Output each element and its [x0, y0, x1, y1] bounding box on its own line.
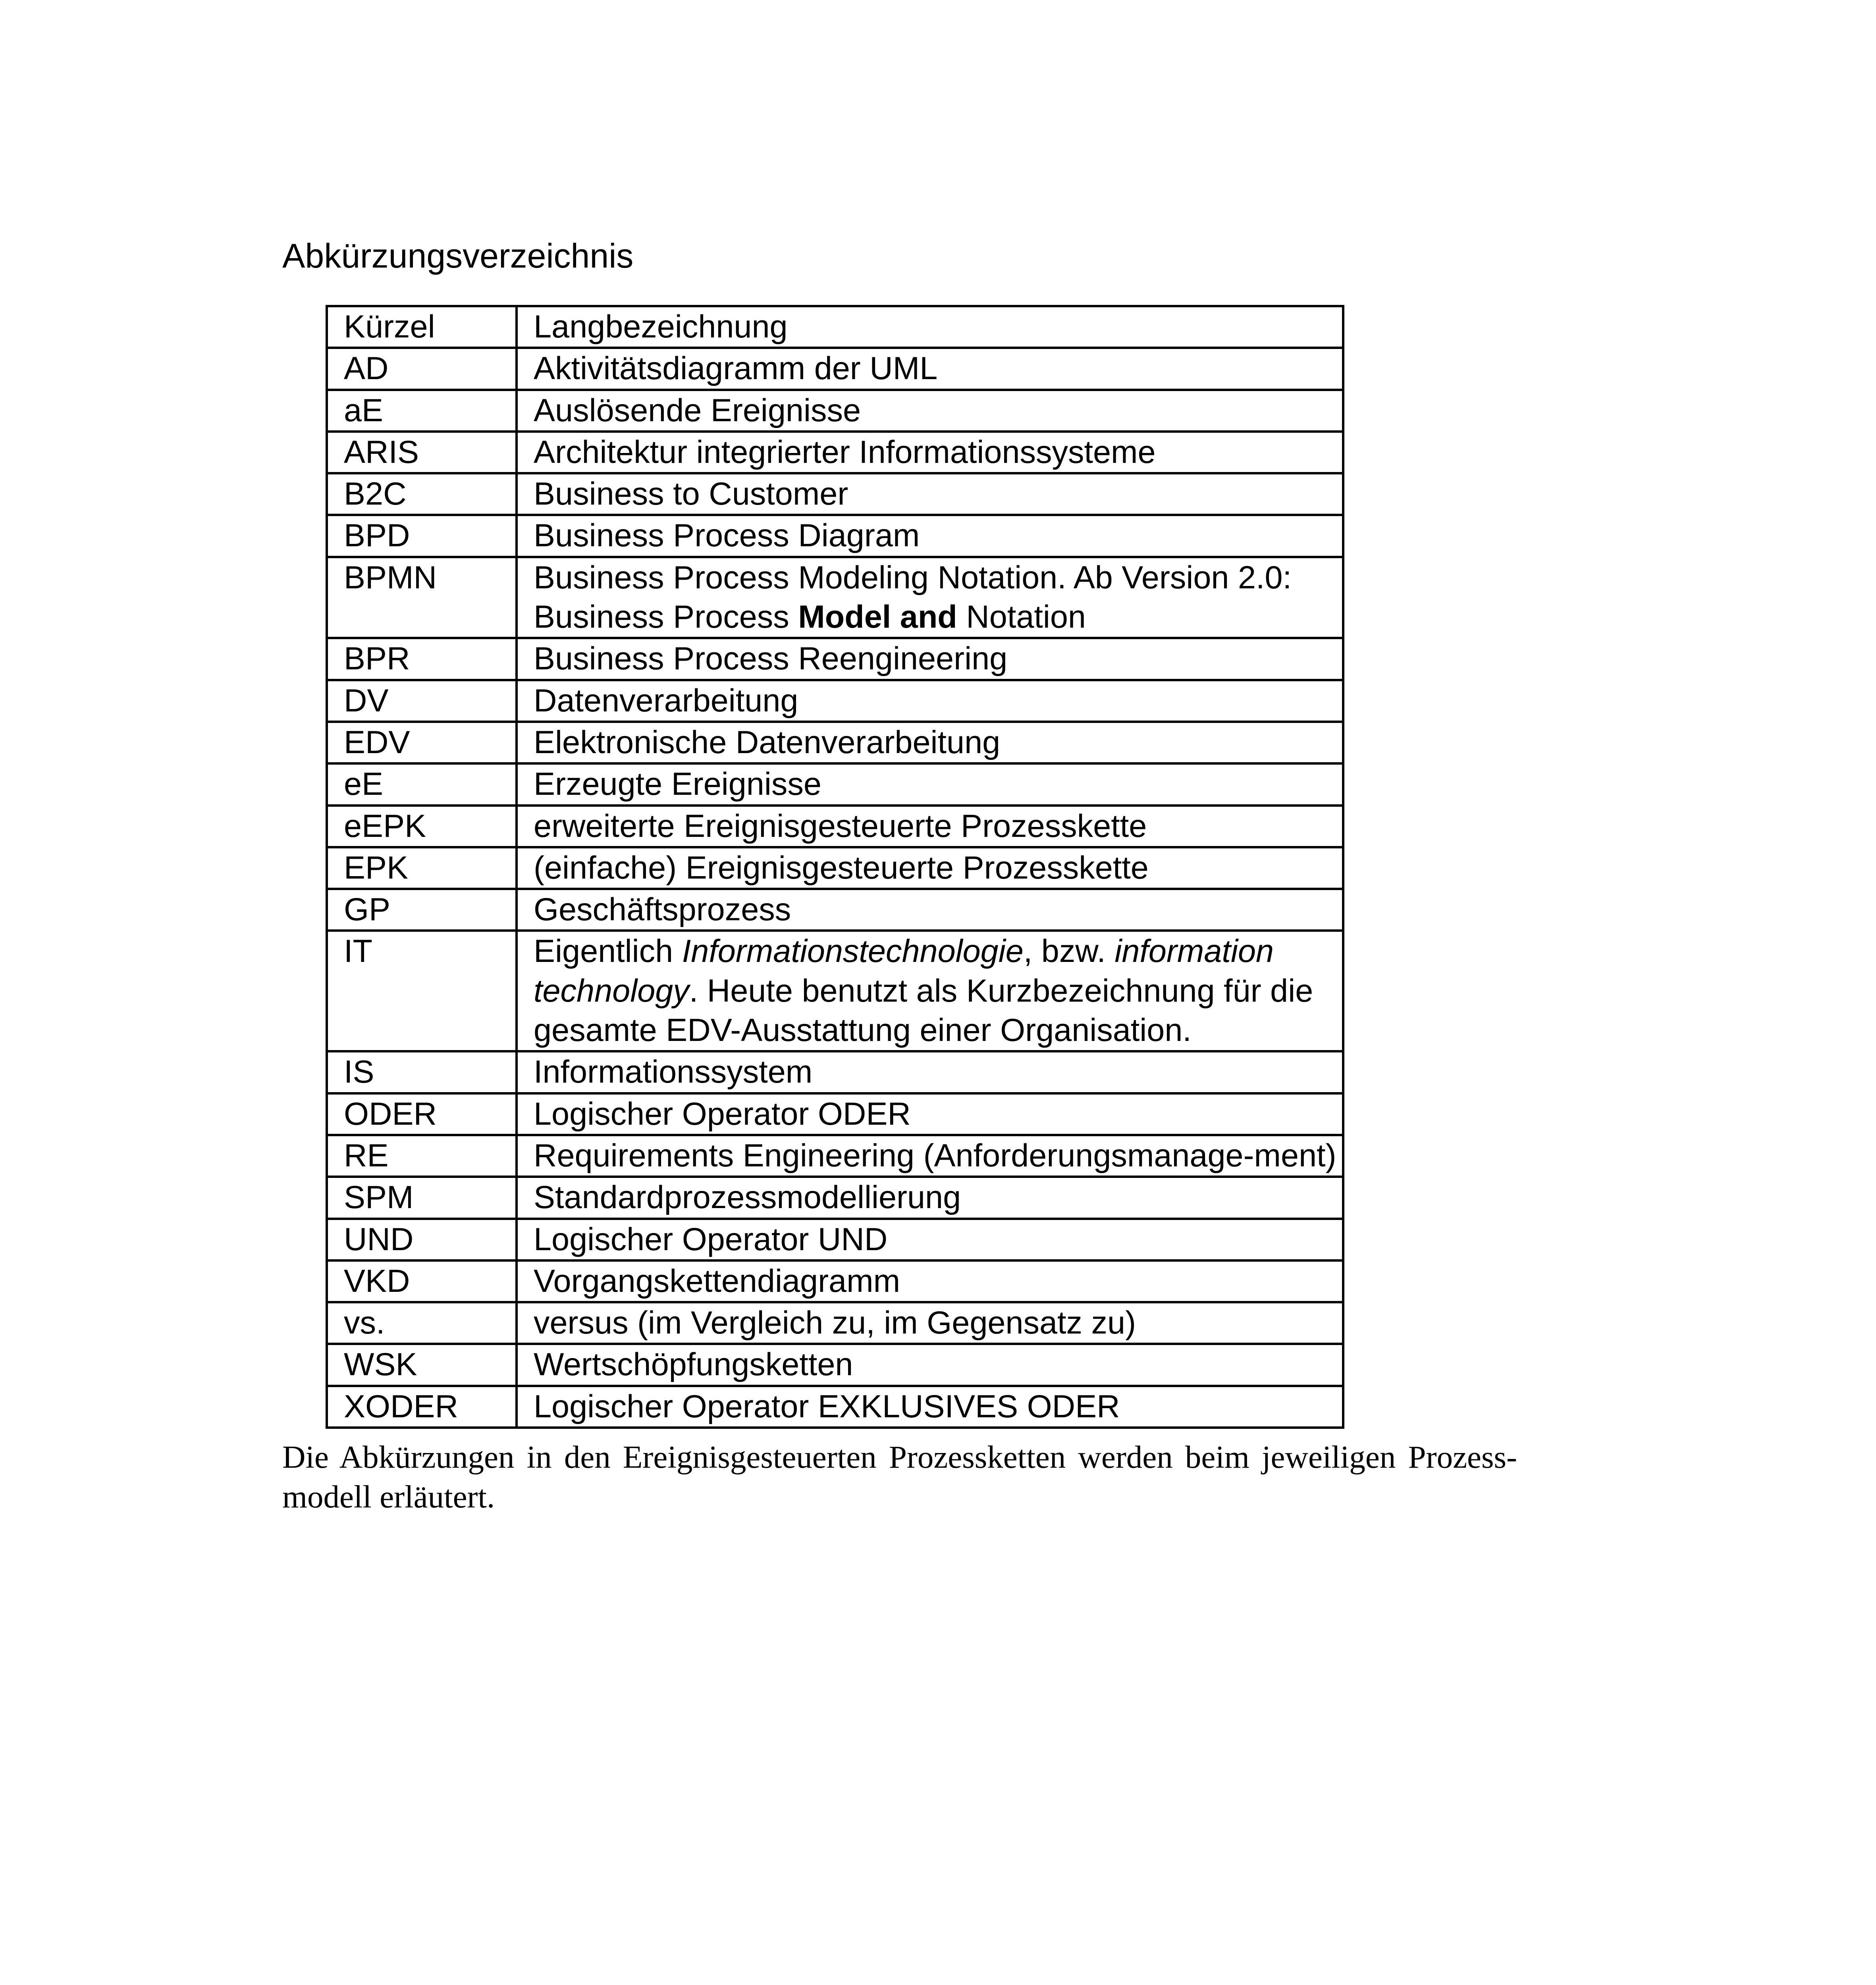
abbreviation-cell: XODER: [327, 1386, 517, 1428]
table-row: [327, 1302, 1343, 1344]
abbreviation-cell: aE: [327, 390, 517, 432]
abbreviation-table: [326, 305, 1344, 1429]
long-name-part: information technology: [534, 933, 1274, 1009]
long-name-cell: Logischer Operator UND: [517, 1219, 1343, 1260]
table-row: [327, 680, 1343, 722]
abbreviation-cell: eEPK: [327, 806, 517, 847]
long-name-cell: Datenverarbeitung: [517, 680, 1343, 722]
long-name-cell: Wertschöpfungsketten: [517, 1344, 1343, 1386]
long-name-cell: Geschäftsprozess: [517, 889, 1343, 931]
long-name-part: Model and: [798, 599, 957, 635]
abbreviation-cell: EPK: [327, 847, 517, 889]
abbreviation-cell: UND: [327, 1219, 517, 1260]
long-name-part: . Heute benutzt als Kurzbezeichnung für die gesamte EDV-Ausstattung einer Organisation.: [534, 973, 1313, 1048]
table-row: [327, 515, 1343, 557]
abbreviation-cell: RE: [327, 1135, 517, 1177]
abbreviation-cell: vs.: [327, 1302, 517, 1344]
long-name-cell: Business Process Diagram: [517, 515, 1343, 557]
long-name-cell: Informationssystem: [517, 1051, 1343, 1093]
long-name-cell: Elektronische Datenverarbeitung: [517, 722, 1343, 763]
abbreviation-cell: AD: [327, 348, 517, 389]
long-name-cell: erweiterte Ereignisgesteuerte Prozesskette: [517, 806, 1343, 847]
abbreviation-cell: BPR: [327, 638, 517, 680]
abbreviation-cell: SPM: [327, 1177, 517, 1218]
abbreviation-cell: VKD: [327, 1260, 517, 1302]
table-row: [327, 557, 1343, 638]
abbreviation-cell: eE: [327, 763, 517, 805]
abbreviation-cell: BPD: [327, 515, 517, 557]
long-name-part: Notation: [957, 599, 1086, 635]
long-name-cell: Auslösende Ereignisse: [517, 390, 1343, 432]
abbreviation-cell: WSK: [327, 1344, 517, 1386]
abbreviation-cell: IS: [327, 1051, 517, 1093]
table-row: [327, 1386, 1343, 1428]
table-row: [327, 1093, 1343, 1135]
table-row: [327, 1219, 1343, 1260]
page-title: Abkürzungsverzeichnis: [282, 237, 634, 275]
table-row: [327, 847, 1343, 889]
header-abbreviation: Kürzel: [327, 306, 517, 348]
abbreviation-cell: EDV: [327, 722, 517, 763]
long-name-cell: [517, 931, 1343, 1051]
table-row: [327, 390, 1343, 432]
header-long-name: Langbezeichnung: [517, 306, 1343, 348]
table-row: [327, 889, 1343, 931]
abbreviation-cell: ARIS: [327, 432, 517, 473]
table-row: [327, 1051, 1343, 1093]
long-name-cell: Requirements Engineering (Anforderungsmanage-ment): [517, 1135, 1343, 1177]
abbreviation-cell: GP: [327, 889, 517, 931]
long-name-cell: Logischer Operator ODER: [517, 1093, 1343, 1135]
table-row: [327, 348, 1343, 389]
long-name-part: Business Process Modeling Notation. Ab Version 2.0: Business Process: [534, 559, 1292, 635]
table-body: [327, 348, 1343, 1428]
table-row: [327, 1177, 1343, 1218]
long-name-part: , bzw.: [1023, 933, 1115, 969]
abbreviation-cell: IT: [327, 931, 517, 1051]
table-header-row: [327, 306, 1343, 348]
abbreviation-cell: BPMN: [327, 557, 517, 638]
table-row: [327, 1260, 1343, 1302]
table-row: [327, 763, 1343, 805]
long-name-cell: Erzeugte Ereignisse: [517, 763, 1343, 805]
long-name-cell: versus (im Vergleich zu, im Gegensatz zu): [517, 1302, 1343, 1344]
long-name-cell: Business to Customer: [517, 473, 1343, 515]
table-row: [327, 806, 1343, 847]
table-row: [327, 722, 1343, 763]
abbreviation-cell: ODER: [327, 1093, 517, 1135]
long-name-part: Informationstechnologie: [682, 933, 1024, 969]
table-row: [327, 1135, 1343, 1177]
long-name-cell: Vorgangskettendiagramm: [517, 1260, 1343, 1302]
table-row: [327, 473, 1343, 515]
table-row: [327, 432, 1343, 473]
table-row: [327, 1344, 1343, 1386]
abbreviation-cell: B2C: [327, 473, 517, 515]
long-name-cell: Aktivitätsdiagramm der UML: [517, 348, 1343, 389]
long-name-cell: Business Process Reengineering: [517, 638, 1343, 680]
table-row: [327, 931, 1343, 1051]
table-row: [327, 638, 1343, 680]
abbreviation-cell: DV: [327, 680, 517, 722]
long-name-cell: (einfache) Ereignisgesteuerte Prozesskette: [517, 847, 1343, 889]
footnote-text: Die Abkürzungen in den Ereignisgesteuerten Prozessketten werden beim jeweiligen Prozess-modell erläutert.: [282, 1439, 1517, 1515]
long-name-cell: Standardprozessmodellierung: [517, 1177, 1343, 1218]
long-name-cell: Architektur integrierter Informationssysteme: [517, 432, 1343, 473]
long-name-part: Eigentlich: [534, 933, 682, 969]
long-name-cell: Logischer Operator EXKLUSIVES ODER: [517, 1386, 1343, 1428]
long-name-cell: [517, 557, 1343, 638]
